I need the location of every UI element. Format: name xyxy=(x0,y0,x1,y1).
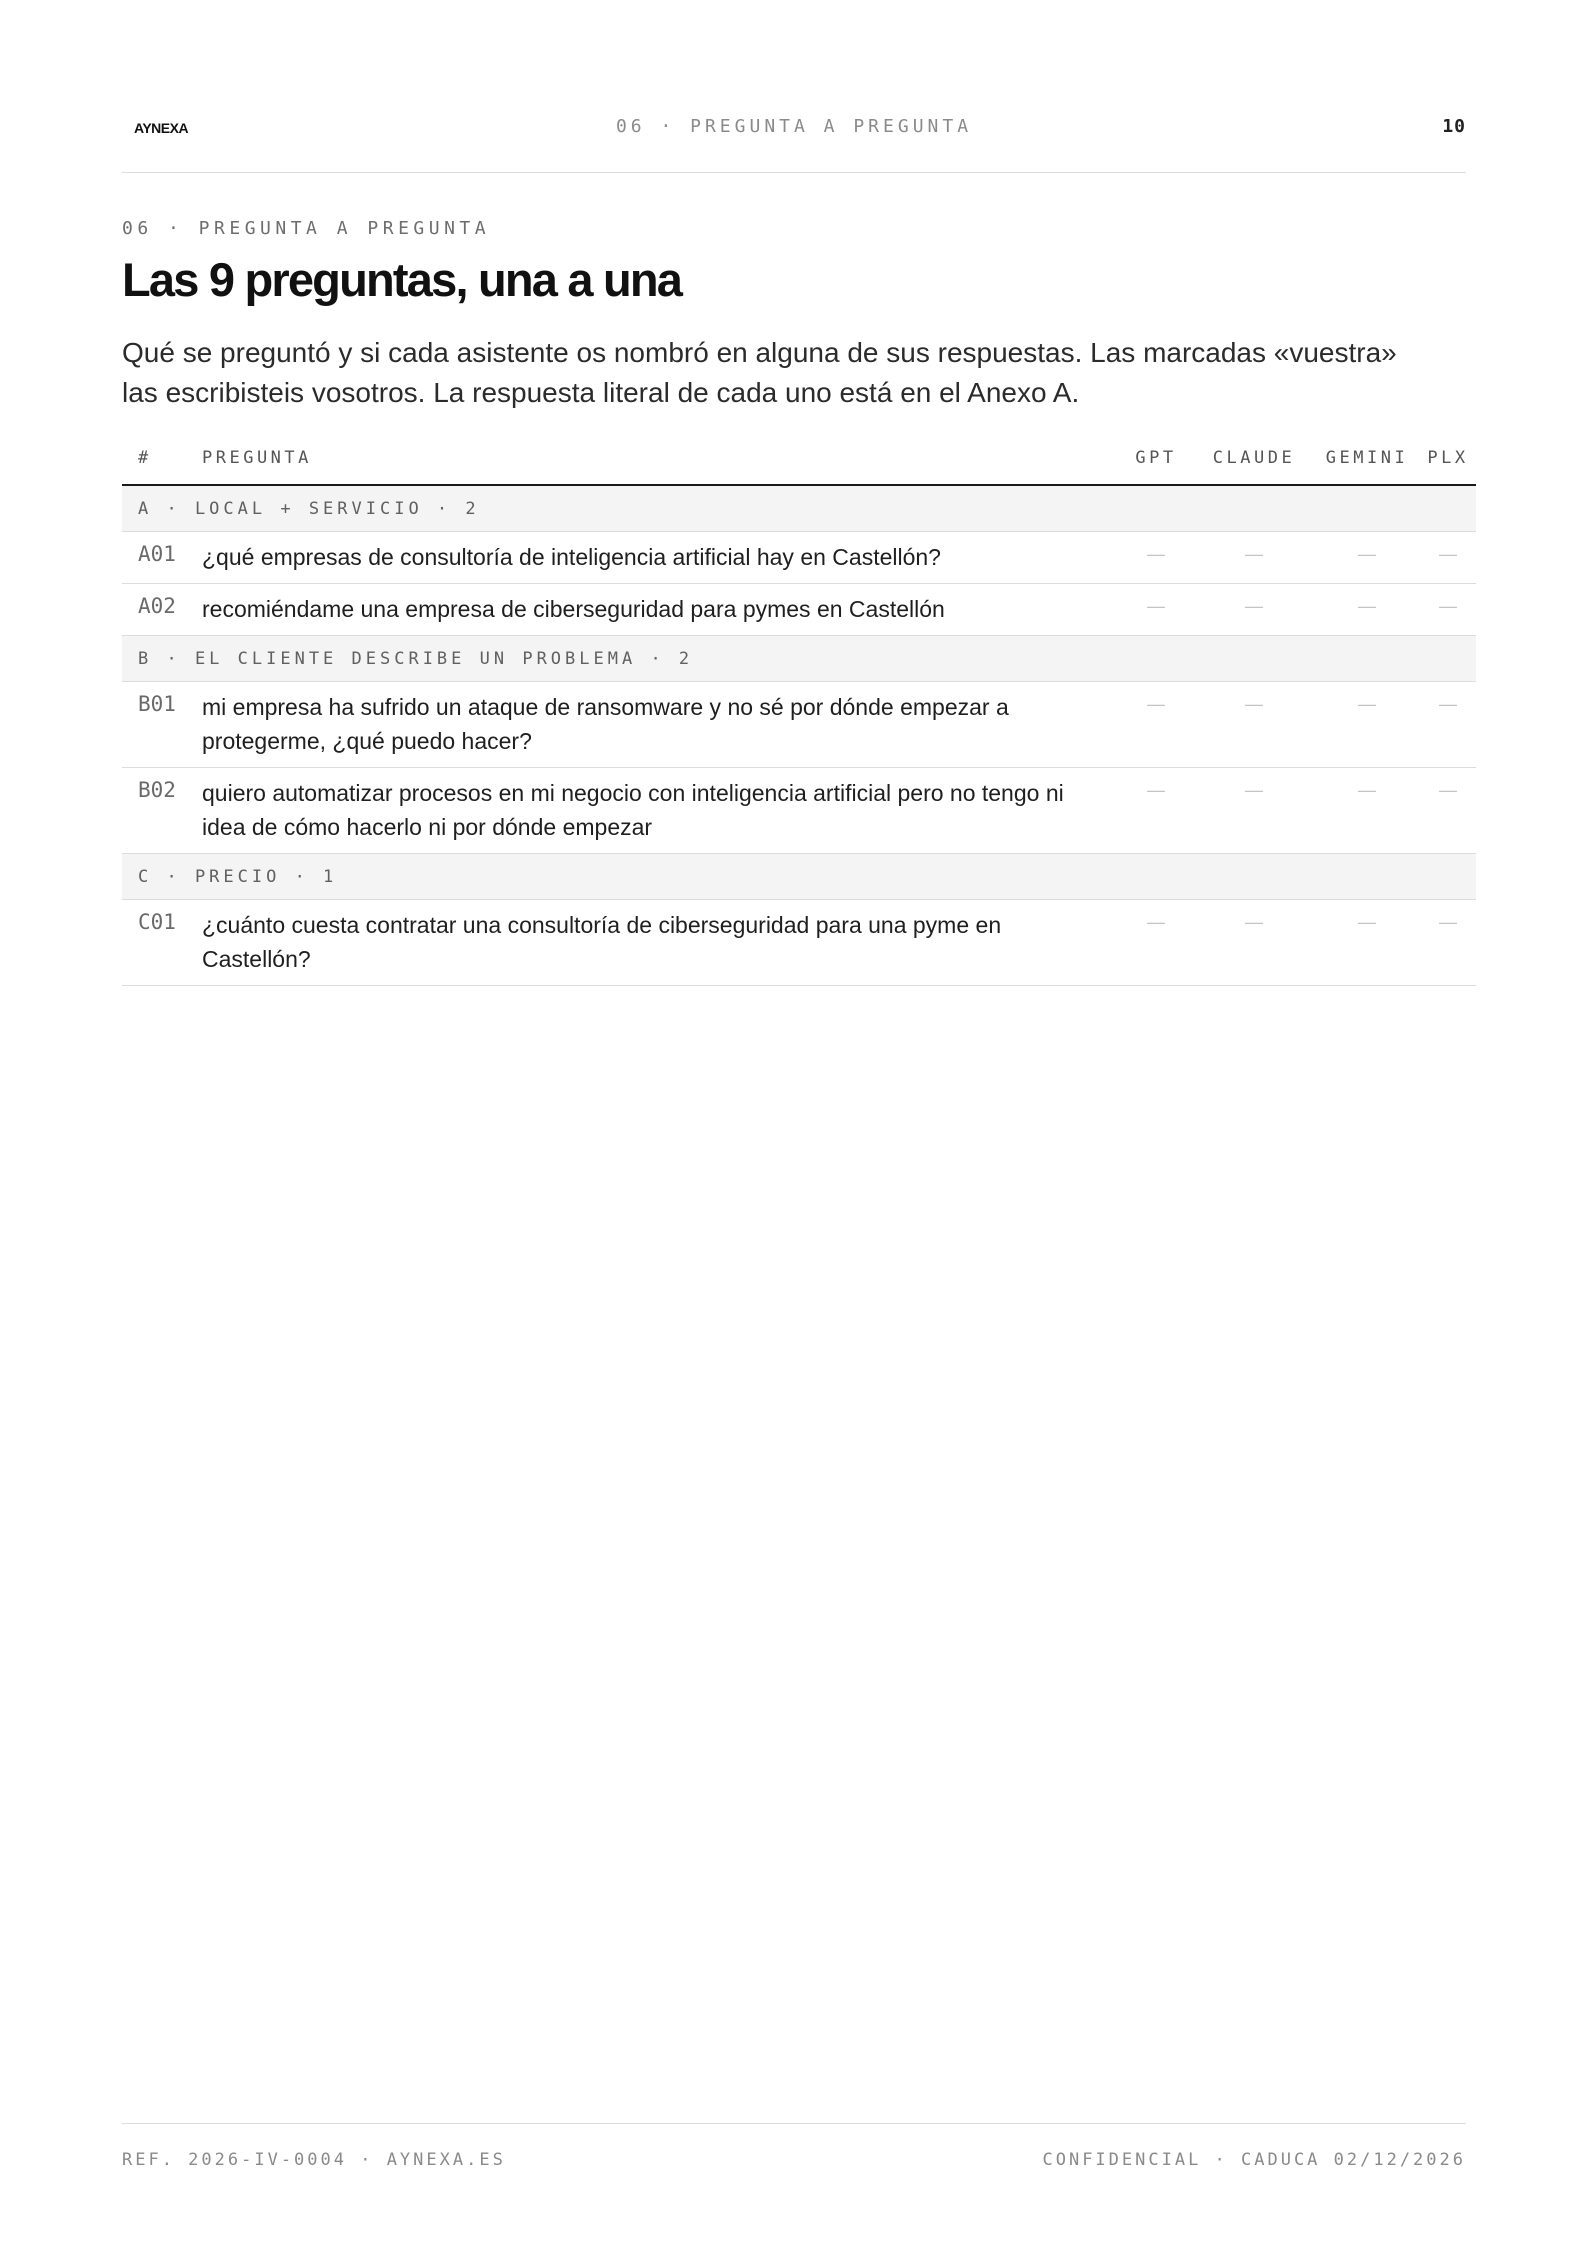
plx-result: — xyxy=(1420,768,1476,854)
table-row xyxy=(122,584,1476,636)
question-text: mi empresa ha sufrido un ataque de ransomware y no sé por dónde empezar a protegerme, ¿qué puedo hacer? xyxy=(198,682,1118,768)
question-text: quiero automatizar procesos en mi negocio con inteligencia artificial pero no tengo ni idea de cómo hacerlo ni por dónde empezar xyxy=(198,768,1118,854)
table-row xyxy=(122,900,1476,986)
column-header-gemini: GEMINI xyxy=(1314,432,1420,485)
footer-reference: REF. 2026-IV-0004 · AYNEXA.ES xyxy=(122,2150,506,2170)
group-row-b xyxy=(122,636,1476,682)
table-row xyxy=(122,682,1476,768)
questions-table xyxy=(122,432,1476,986)
plx-result: — xyxy=(1420,900,1476,986)
question-text: recomiéndame una empresa de ciberseguridad para pymes en Castellón xyxy=(198,584,1118,636)
column-header-question: PREGUNTA xyxy=(198,432,1118,485)
gpt-result: — xyxy=(1118,768,1194,854)
claude-result: — xyxy=(1194,532,1314,584)
gpt-result: — xyxy=(1118,900,1194,986)
gemini-result: — xyxy=(1314,532,1420,584)
question-id: C01 xyxy=(122,900,198,986)
section-lede: Qué se preguntó y si cada asistente os nombró en alguna de sus respuestas. Las marcadas «vuestra» las escribisteis vosotros. La respuesta literal de cada uno está en el Anexo A. xyxy=(122,337,1397,408)
claude-result: — xyxy=(1194,900,1314,986)
plx-result: — xyxy=(1420,584,1476,636)
page-header xyxy=(122,100,1466,173)
section-eyebrow: 06 · PREGUNTA A PREGUNTA xyxy=(122,218,491,239)
group-label: B · EL CLIENTE DESCRIBE UN PROBLEMA · 2 xyxy=(122,636,1476,682)
footer-confidentiality: CONFIDENCIAL · CADUCA 02/12/2026 xyxy=(1042,2150,1466,2170)
column-header-gpt: GPT xyxy=(1118,432,1194,485)
gpt-result: — xyxy=(1118,682,1194,768)
group-row-c xyxy=(122,854,1476,900)
column-header-claude: CLAUDE xyxy=(1194,432,1314,485)
question-id: B02 xyxy=(122,768,198,854)
group-label: C · PRECIO · 1 xyxy=(122,854,1476,900)
plx-result: — xyxy=(1420,682,1476,768)
running-title: 06 · PREGUNTA A PREGUNTA xyxy=(615,116,973,137)
column-header-plx: PLX xyxy=(1420,432,1476,485)
gemini-result: — xyxy=(1314,768,1420,854)
gpt-result: — xyxy=(1118,532,1194,584)
question-id: A01 xyxy=(122,532,198,584)
table-row xyxy=(122,532,1476,584)
section-title: Las 9 preguntas, una a una xyxy=(122,253,682,306)
gemini-result: — xyxy=(1314,900,1420,986)
question-text: ¿qué empresas de consultoría de inteligencia artificial hay en Castellón? xyxy=(198,532,1118,584)
question-id: A02 xyxy=(122,584,198,636)
question-id: B01 xyxy=(122,682,198,768)
claude-result: — xyxy=(1194,584,1314,636)
table-header-row xyxy=(122,432,1476,485)
gemini-result: — xyxy=(1314,584,1420,636)
page-footer xyxy=(122,2123,1466,2184)
page-number: 10 xyxy=(1442,116,1466,137)
claude-result: — xyxy=(1194,768,1314,854)
gemini-result: — xyxy=(1314,682,1420,768)
group-label: A · LOCAL + SERVICIO · 2 xyxy=(122,485,1476,532)
gpt-result: — xyxy=(1118,584,1194,636)
question-text: ¿cuánto cuesta contratar una consultoría de ciberseguridad para una pyme en Castellón? xyxy=(198,900,1118,986)
column-header-number: # xyxy=(122,432,198,485)
plx-result: — xyxy=(1420,532,1476,584)
brand-logo: AYNEXA xyxy=(134,120,189,136)
claude-result: — xyxy=(1194,682,1314,768)
group-row-a xyxy=(122,485,1476,532)
table-row xyxy=(122,768,1476,854)
